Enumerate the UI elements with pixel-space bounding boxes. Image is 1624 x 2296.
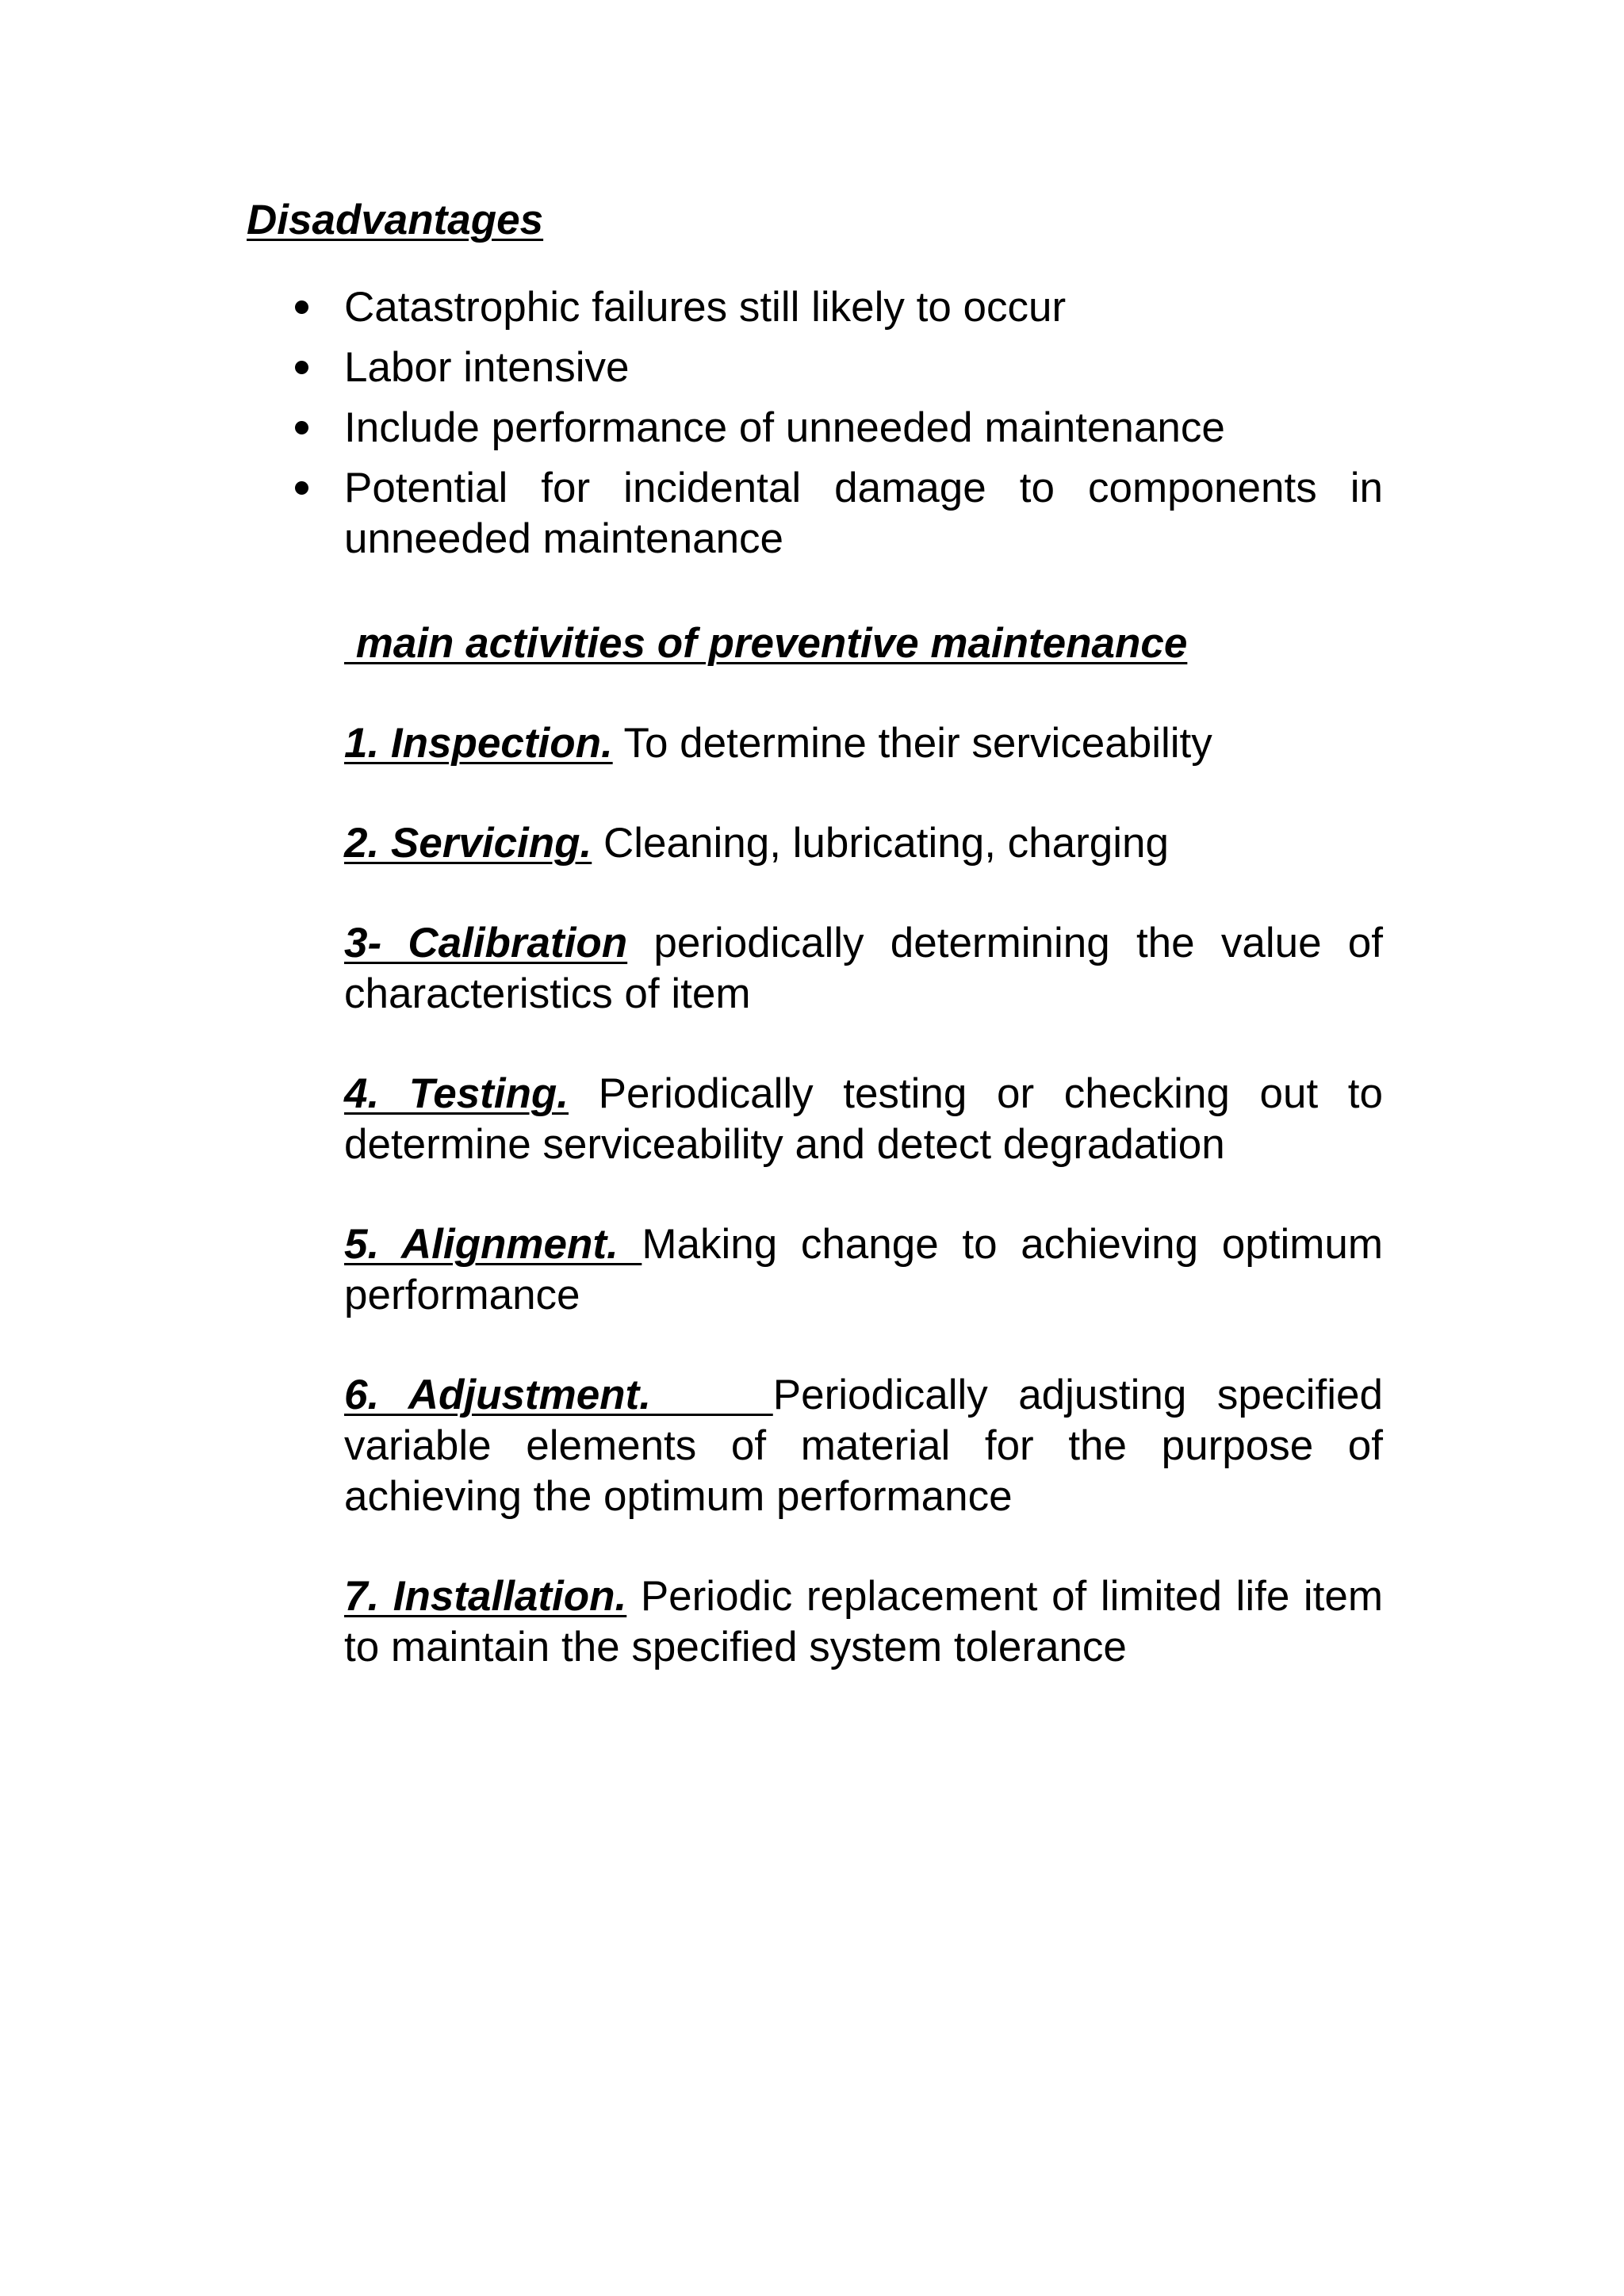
activity-term: 3- Calibration	[344, 920, 628, 966]
list-item	[295, 403, 1383, 453]
activity-testing	[344, 1069, 1383, 1170]
preventive-maintenance-section	[344, 618, 1383, 1722]
list-item-text: Catastrophic failures still likely to occur	[344, 284, 1067, 331]
disadvantages-heading: Disadvantages	[247, 197, 544, 243]
activity-term: 5. Alignment.	[344, 1221, 642, 1268]
activity-term: 7. Installation.	[344, 1573, 627, 1620]
activity-servicing	[344, 818, 1383, 869]
list-item	[295, 342, 1383, 393]
activity-term: 1. Inspection.	[344, 720, 613, 767]
activity-alignment	[344, 1219, 1383, 1321]
section-subheading: main activities of preventive maintenance	[344, 620, 1188, 667]
list-item	[295, 282, 1383, 333]
activity-description: Periodic replacement of limited life item to maintain the specified system tolerance	[344, 1573, 1383, 1670]
activity-term: 2. Servicing.	[344, 820, 592, 867]
disadvantages-list	[295, 282, 1383, 574]
activity-inspection	[344, 718, 1383, 769]
activity-calibration	[344, 918, 1383, 1020]
bullet-icon	[295, 361, 308, 374]
activity-description: Periodically testing or checking out to determine serviceability and detect degradation	[344, 1070, 1383, 1168]
activity-term: 6. Adjustment.	[344, 1372, 773, 1418]
activity-adjustment	[344, 1370, 1383, 1522]
list-item	[295, 463, 1383, 564]
activity-term: 4. Testing.	[344, 1070, 569, 1117]
activity-description: Cleaning, lubricating, charging	[592, 820, 1169, 867]
bullet-icon	[295, 421, 308, 434]
activity-description: To determine their serviceability	[612, 720, 1212, 767]
bullet-icon	[295, 481, 308, 495]
activity-description: Making change to achieving optimum performance	[344, 1221, 1383, 1318]
activity-installation	[344, 1571, 1383, 1673]
activity-description: periodically determining the value of characteristics of item	[344, 920, 1383, 1017]
list-item-text: Potential for incidental damage to components in unneeded maintenance	[344, 465, 1383, 562]
bullet-icon	[295, 300, 308, 314]
list-item-text: Labor intensive	[344, 344, 630, 391]
list-item-text: Include performance of unneeded maintenance	[344, 404, 1225, 451]
activity-description: Periodically adjusting specified variable elements of material for the purpose of achieving the optimum performance	[344, 1372, 1383, 1520]
